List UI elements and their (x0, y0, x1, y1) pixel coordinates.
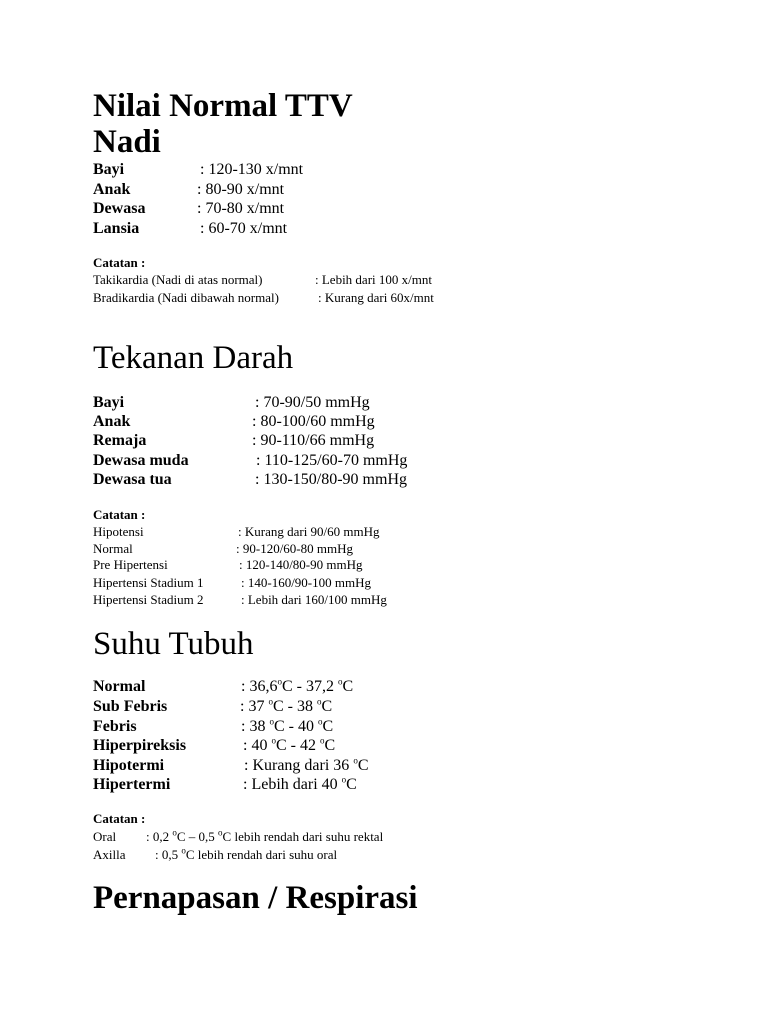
tekanan-note-label: Normal (93, 541, 133, 556)
degree-mark: o (271, 735, 276, 746)
degree-mark: o (337, 676, 343, 687)
suhu-row-value: : 38 $^o$C - 40 $^o$C (241, 716, 334, 735)
suhu-note-value: : 0,5 $^o$C lebih rendah dari suhu oral (155, 845, 338, 862)
nadi-note-label: Takikardia (Nadi di atas normal) (93, 272, 263, 287)
suhu-row-label: Sub Febris (93, 698, 168, 715)
tekanan-row-value: : 90-110/66 mmHg (252, 432, 375, 449)
nadi-row-label: Bayi (93, 161, 125, 178)
suhu-row-label: Hipertermi (93, 776, 171, 793)
tekanan-note-value: : 140-160/90-100 mmHg (241, 575, 371, 590)
tekanan-note-value: : 120-140/80-90 mmHg (239, 557, 363, 572)
nadi-note-label: Bradikardia (Nadi dibawah normal) (93, 290, 279, 305)
tekanan-note-label: Hipotensi (93, 524, 144, 539)
suhu-note-heading: Catatan : (93, 811, 146, 826)
nadi-note-heading: Catatan : (93, 255, 146, 270)
tekanan-note-label: Hipertensi Stadium 1 (93, 575, 204, 590)
tekanan-row-value: : 130-150/80-90 mmHg (255, 471, 407, 488)
page-title: Nilai Normal TTV (93, 88, 353, 124)
degree-mark: o (269, 716, 274, 727)
tekanan-row-label: Remaja (93, 432, 147, 449)
suhu-row-value: : 37 $^o$C - 38 $^o$C (240, 696, 333, 715)
degree-mark: o (341, 774, 347, 785)
section-heading-pernapasan: Pernapasan / Respirasi (93, 880, 418, 916)
suhu-row-value: : 36,6$^o$C - 37,2 $^o$C (241, 676, 354, 695)
tekanan-note-value: : Kurang dari 90/60 mmHg (238, 524, 380, 539)
tekanan-note-label: Hipertensi Stadium 2 (93, 592, 204, 607)
degree-mark: o (317, 716, 323, 727)
degree-mark: o (353, 755, 358, 766)
section-heading-suhu-tubuh: Suhu Tubuh (93, 626, 254, 662)
nadi-note-value: : Kurang dari 60x/mnt (318, 290, 434, 305)
degree-mark: o (316, 696, 322, 707)
nadi-row-value: : 60-70 x/mnt (200, 220, 288, 237)
degree-mark: o (319, 735, 325, 746)
section-heading-nadi: Nadi (93, 124, 161, 160)
suhu-row-value: : Lebih dari 40 $^o$C (243, 774, 357, 793)
tekanan-row-value: : 80-100/60 mmHg (252, 413, 375, 430)
nadi-row-label: Lansia (93, 220, 140, 237)
degree-mark: o (268, 696, 273, 707)
degree-mark: o (181, 845, 186, 856)
suhu-row-value: : Kurang dari 36 $^o$C (244, 755, 369, 774)
tekanan-row-value: : 70-90/50 mmHg (255, 394, 370, 411)
suhu-row-label: Normal (93, 678, 146, 695)
tekanan-note-label: Pre Hipertensi (93, 557, 168, 572)
suhu-note-value: : 0,2 $^o$C – 0,5 $^o$C lebih rendah dari suhu rektal (146, 827, 384, 844)
section-heading-tekanan-darah: Tekanan Darah (93, 340, 294, 376)
tekanan-note-value: : Lebih dari 160/100 mmHg (241, 592, 387, 607)
tekanan-note-heading: Catatan : (93, 507, 146, 522)
degree-mark: o (172, 827, 177, 838)
suhu-row-label: Febris (93, 718, 137, 735)
suhu-row-label: Hiperpireksis (93, 737, 187, 754)
tekanan-row-label: Dewasa tua (93, 471, 172, 488)
tekanan-row-label: Dewasa muda (93, 452, 189, 469)
tekanan-row-label: Bayi (93, 394, 125, 411)
nadi-row-value: : 80-90 x/mnt (197, 181, 285, 198)
tekanan-row-value: : 110-125/60-70 mmHg (256, 452, 408, 469)
nadi-row-value: : 70-80 x/mnt (197, 200, 285, 217)
suhu-row-value: : 40 $^o$C - 42 $^o$C (243, 735, 336, 754)
nadi-row-value: : 120-130 x/mnt (200, 161, 304, 178)
tekanan-row-label: Anak (93, 413, 131, 430)
degree-mark: o (218, 827, 223, 838)
nadi-row-label: Anak (93, 181, 131, 198)
suhu-note-label: Axilla (93, 847, 126, 862)
nadi-row-label: Dewasa (93, 200, 146, 217)
suhu-row-label: Hipotermi (93, 757, 165, 774)
tekanan-note-value: : 90-120/60-80 mmHg (236, 541, 353, 556)
nadi-note-value: : Lebih dari 100 x/mnt (315, 272, 432, 287)
suhu-note-label: Oral (93, 829, 117, 844)
degree-mark: o (277, 676, 282, 687)
